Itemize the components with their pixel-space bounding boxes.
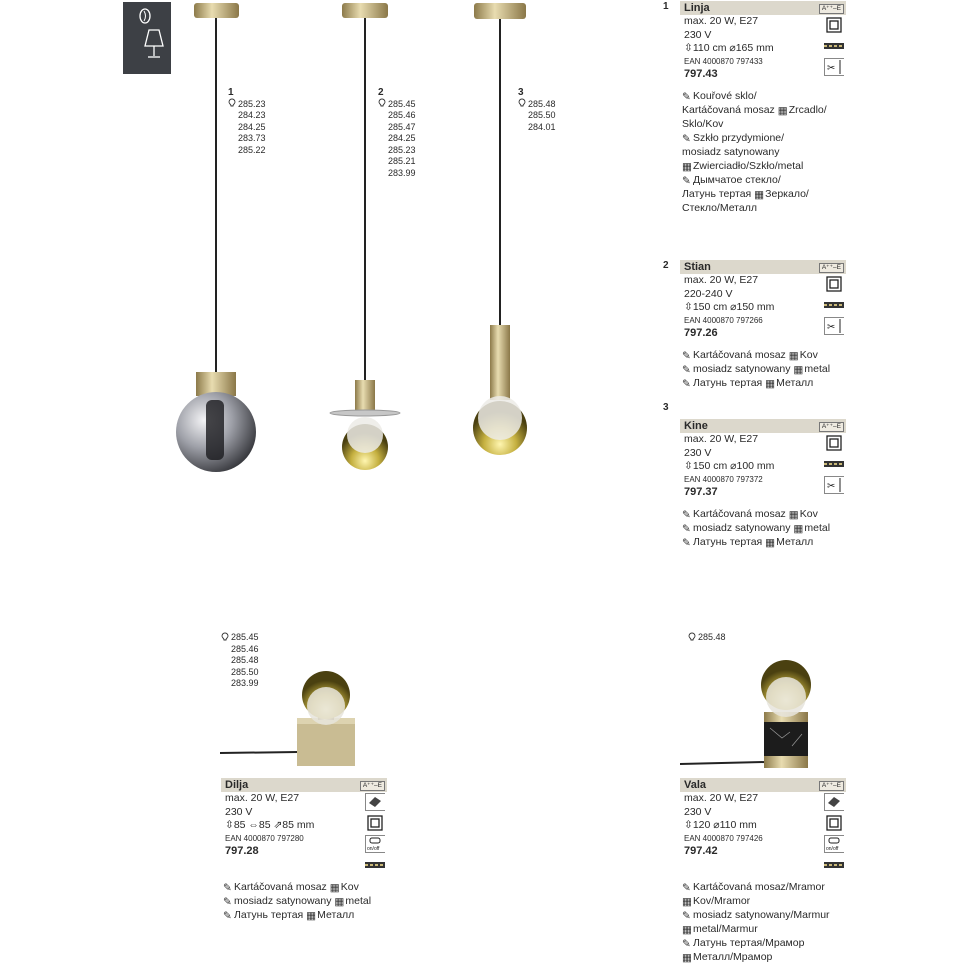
voltage-spec: 230 V bbox=[684, 28, 712, 41]
grid-icon: ▦ bbox=[682, 951, 692, 964]
pendant-2-bulbs bbox=[378, 87, 416, 179]
brush-icon: ✎ bbox=[682, 522, 691, 535]
bulb-icon bbox=[221, 632, 229, 642]
dilja-illustration bbox=[220, 650, 390, 775]
product-header bbox=[680, 419, 846, 433]
voltage-spec: 230 V bbox=[225, 805, 253, 818]
materials-list: ✎ Kouřové sklo/ Kartáčovaná mosaz ▦Zrcadlo/ Sklo/Kov ✎ Szkło przydymione/ mosiadz satynowany ▦Zwierciadło/Szkło/metal ✎ Дымчатое стекло/ Латунь тертая ▦Зеркало/ Стекло/Металл bbox=[682, 89, 827, 214]
socket-included-icon bbox=[824, 793, 844, 811]
energy-label: A⁺⁺–E bbox=[819, 422, 844, 432]
product-header bbox=[680, 260, 846, 274]
dimensions-spec: ⇳110 cm ⌀165 mm bbox=[684, 42, 774, 54]
brush-icon: ✎ bbox=[223, 895, 232, 908]
ean-code: EAN 4000870 797433 bbox=[684, 56, 763, 66]
bulb-code: 285.23 bbox=[238, 98, 266, 109]
bulb-code: 285.48 bbox=[528, 98, 556, 109]
product-vala bbox=[680, 778, 846, 964]
bulb-code: 284.23 bbox=[238, 110, 266, 120]
socket-included-icon bbox=[365, 793, 385, 811]
grid-icon: ▦ bbox=[793, 522, 804, 535]
ean-code: EAN 4000870 797372 bbox=[684, 474, 763, 484]
product-name: Dilja bbox=[225, 779, 249, 791]
product-name: Stian bbox=[684, 261, 711, 273]
bulb-code: 283.99 bbox=[231, 678, 259, 688]
height-arrow-icon: ⇳ bbox=[684, 819, 693, 831]
switch-icon bbox=[365, 835, 385, 853]
protection-class-icon bbox=[824, 814, 844, 832]
grid-icon: ▦ bbox=[777, 104, 788, 117]
grid-icon: ▦ bbox=[334, 895, 345, 908]
energy-label: A⁺⁺–E bbox=[819, 4, 844, 14]
product-name: Linja bbox=[684, 2, 710, 14]
product-header bbox=[680, 1, 846, 15]
table-lamp-icon bbox=[123, 2, 171, 74]
dimensions-spec: ⇳120 ⌀110 mm bbox=[684, 819, 757, 831]
cable-icon bbox=[824, 856, 844, 874]
brush-icon: ✎ bbox=[682, 909, 691, 922]
grid-icon: ▦ bbox=[682, 923, 692, 936]
pendant-number: 2 bbox=[378, 87, 384, 98]
bulb-icon bbox=[378, 98, 386, 108]
brush-icon: ✎ bbox=[682, 536, 691, 549]
brush-icon: ✎ bbox=[682, 377, 691, 390]
pendant-1-bulbs bbox=[228, 87, 266, 156]
grid-icon: ▦ bbox=[765, 536, 776, 549]
product-header bbox=[680, 778, 846, 792]
svg-text:✂: ✂ bbox=[827, 63, 836, 74]
materials-list: ✎ Kartáčovaná mosaz ▦Kov ✎ mosiadz satynowany ▦metal ✎ Латунь тертая ▦Металл bbox=[682, 348, 831, 390]
bulb-code: 285.48 bbox=[698, 632, 726, 642]
cable-icon bbox=[824, 296, 844, 314]
brush-icon: ✎ bbox=[682, 90, 691, 103]
grid-icon: ▦ bbox=[754, 188, 765, 201]
shortenable-icon bbox=[824, 58, 844, 76]
spec-icons bbox=[824, 275, 846, 338]
cable-icon bbox=[365, 856, 385, 874]
svg-text:on/off: on/off bbox=[367, 846, 380, 852]
dimensions-spec: ⇳85 ⇔85 ⇗85 mm bbox=[225, 819, 315, 831]
materials-list: ✎ Kartáčovaná mosaz ▦Kov ✎ mosiadz satynowany ▦metal ✎ Латунь тертая ▦Металл bbox=[682, 507, 831, 549]
brush-icon: ✎ bbox=[682, 508, 691, 521]
height-arrow-icon: ⇳ bbox=[684, 460, 693, 472]
bulb-icon bbox=[518, 98, 526, 108]
product-name: Kine bbox=[684, 420, 708, 432]
ean-code: EAN 4000870 797280 bbox=[225, 833, 304, 843]
protection-class-icon bbox=[365, 814, 385, 832]
brush-icon: ✎ bbox=[223, 909, 232, 922]
voltage-spec: 230 V bbox=[684, 446, 712, 459]
linja-pendant bbox=[176, 3, 256, 472]
svg-text:✂: ✂ bbox=[827, 322, 836, 333]
height-arrow-icon: ⇳ bbox=[684, 301, 693, 313]
bulb-icon bbox=[688, 632, 696, 642]
energy-label: A⁺⁺–E bbox=[819, 263, 844, 273]
product-header bbox=[221, 778, 387, 792]
bulb-code: 285.47 bbox=[388, 121, 416, 132]
bulb-code: 285.45 bbox=[388, 98, 416, 109]
bulb-code: 285.22 bbox=[238, 144, 266, 155]
bulb-code: 285.48 bbox=[231, 655, 259, 665]
product-specs bbox=[221, 792, 387, 858]
pendant-lamps-illustration bbox=[170, 0, 550, 480]
protection-class-icon bbox=[824, 16, 844, 34]
materials-list: ✎ Kartáčovaná mosaz/Mramor ▦Kov/Mramor ✎ mosiadz satynowany/Marmur ▦metal/Marmur ✎ Латунь тертая/Мрамор ▦Металл/Мрамор bbox=[682, 880, 830, 964]
brush-icon: ✎ bbox=[682, 937, 691, 950]
brush-icon: ✎ bbox=[682, 132, 691, 145]
product-specs bbox=[680, 433, 846, 499]
bulb-code: 284.25 bbox=[388, 133, 416, 143]
bulb-code: 285.46 bbox=[388, 110, 416, 120]
power-spec: max. 20 W, E27 bbox=[225, 792, 300, 804]
brush-icon: ✎ bbox=[682, 349, 691, 362]
article-number: 797.28 bbox=[225, 844, 259, 857]
switch-icon bbox=[824, 835, 844, 853]
product-dilja bbox=[221, 778, 387, 922]
brush-icon: ✎ bbox=[682, 174, 691, 187]
height-arrow-icon: ⇳ bbox=[225, 819, 234, 831]
product-number: 1 bbox=[663, 1, 669, 12]
bulb-code: 284.25 bbox=[238, 121, 266, 132]
materials-list: ✎ Kartáčovaná mosaz ▦Kov ✎ mosiadz satynowany ▦metal ✎ Латунь тертая ▦Металл bbox=[223, 880, 372, 922]
voltage-spec: 220-240 V bbox=[684, 287, 733, 300]
brush-icon: ✎ bbox=[682, 881, 691, 894]
spec-icons bbox=[365, 793, 387, 877]
svg-text:✂: ✂ bbox=[827, 481, 836, 492]
dimensions-spec: ⇳150 cm ⌀100 mm bbox=[684, 460, 775, 472]
bulb-code: 285.46 bbox=[231, 643, 259, 654]
power-spec: max. 20 W, E27 bbox=[684, 792, 759, 804]
bulb-code: 285.50 bbox=[528, 110, 556, 120]
bulb-code: 285.50 bbox=[231, 666, 259, 677]
grid-icon: ▦ bbox=[765, 377, 776, 390]
product-kine bbox=[663, 402, 846, 549]
bulb-icon bbox=[228, 98, 236, 108]
brush-icon: ✎ bbox=[223, 881, 232, 894]
product-stian bbox=[663, 260, 846, 390]
product-number: 3 bbox=[663, 402, 669, 413]
grid-icon: ▦ bbox=[788, 508, 799, 521]
vala-bulbs bbox=[688, 632, 726, 644]
spec-icons bbox=[824, 793, 846, 877]
article-number: 797.42 bbox=[684, 844, 718, 857]
category-badge bbox=[123, 2, 171, 74]
product-specs bbox=[680, 274, 846, 340]
pendant-3-bulbs bbox=[518, 87, 556, 133]
kine-pendant bbox=[473, 3, 527, 455]
article-number: 797.26 bbox=[684, 326, 718, 339]
bulb-code: 283.73 bbox=[238, 133, 266, 143]
bulb-code: 285.23 bbox=[388, 144, 416, 155]
bulb-code: 283.99 bbox=[388, 167, 416, 178]
energy-label: A⁺⁺–E bbox=[360, 781, 385, 791]
ean-code: EAN 4000870 797266 bbox=[684, 315, 763, 325]
product-name: Vala bbox=[684, 779, 707, 791]
cable-icon bbox=[824, 37, 844, 55]
power-spec: max. 20 W, E27 bbox=[684, 15, 759, 27]
power-spec: max. 20 W, E27 bbox=[684, 274, 759, 286]
article-number: 797.43 bbox=[684, 67, 718, 80]
product-specs bbox=[680, 15, 846, 81]
grid-icon: ▦ bbox=[793, 363, 804, 376]
product-linja bbox=[663, 1, 846, 215]
brush-icon: ✎ bbox=[682, 363, 691, 376]
bulb-code: 285.21 bbox=[388, 156, 416, 166]
grid-icon: ▦ bbox=[329, 881, 340, 894]
bulb-code: 284.01 bbox=[528, 121, 556, 132]
grid-icon: ▦ bbox=[306, 909, 317, 922]
grid-icon: ▦ bbox=[682, 895, 692, 908]
voltage-spec: 230 V bbox=[684, 805, 712, 818]
height-arrow-icon: ⇳ bbox=[684, 42, 693, 54]
bulb-code: 285.45 bbox=[231, 632, 259, 642]
ean-code: EAN 4000870 797426 bbox=[684, 833, 763, 843]
power-spec: max. 20 W, E27 bbox=[684, 433, 759, 445]
grid-icon: ▦ bbox=[788, 349, 799, 362]
protection-class-icon bbox=[824, 275, 844, 293]
article-number: 797.37 bbox=[684, 485, 718, 498]
spec-icons bbox=[824, 434, 846, 497]
product-specs bbox=[680, 792, 846, 858]
shortenable-icon bbox=[824, 317, 844, 335]
cable-icon bbox=[824, 455, 844, 473]
spec-icons bbox=[824, 16, 846, 79]
svg-text:on/off: on/off bbox=[826, 846, 839, 852]
product-number: 2 bbox=[663, 260, 669, 271]
dimensions-spec: ⇳150 cm ⌀150 mm bbox=[684, 301, 775, 313]
pendant-number: 1 bbox=[228, 87, 234, 98]
protection-class-icon bbox=[824, 434, 844, 452]
energy-label: A⁺⁺–E bbox=[819, 781, 844, 791]
stian-pendant bbox=[330, 3, 400, 470]
vala-illustration bbox=[680, 650, 850, 775]
grid-icon: ▦ bbox=[682, 160, 692, 173]
pendant-number: 3 bbox=[518, 87, 524, 98]
shortenable-icon bbox=[824, 476, 844, 494]
